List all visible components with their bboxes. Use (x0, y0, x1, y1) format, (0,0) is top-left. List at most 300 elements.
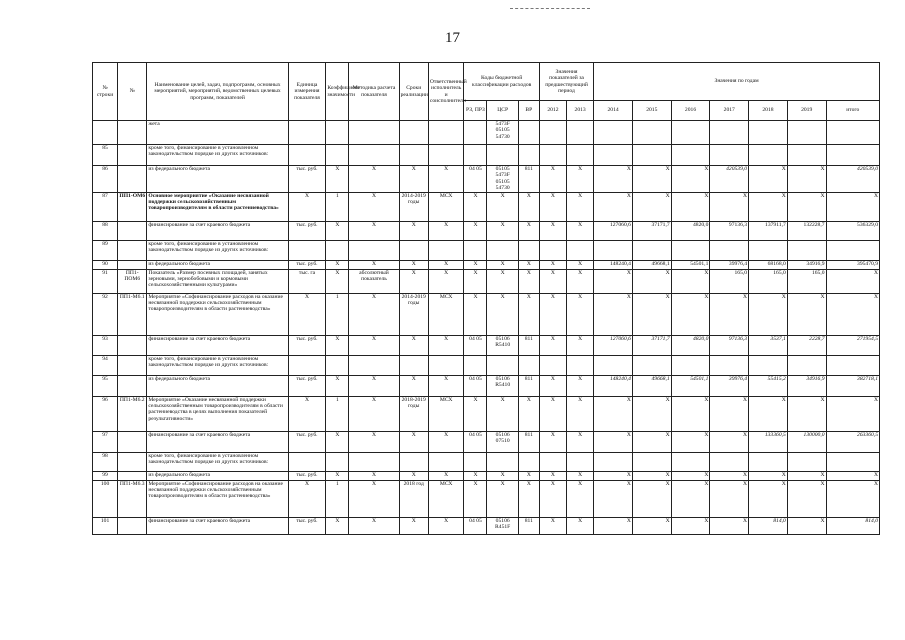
cell-unit (288, 240, 326, 260)
cell-unit (288, 121, 326, 145)
cell-terms: 2018-2019 годы (399, 396, 428, 431)
cell-y2015: 49668,1 (632, 375, 671, 396)
program-table (92, 62, 880, 535)
cell-y2016 (671, 355, 710, 375)
cell-csr: Х (487, 293, 518, 335)
cell-y2013: Х (567, 375, 594, 396)
cell-y2014 (594, 121, 633, 145)
cell-vr: 811 (518, 335, 539, 355)
cell-y2014 (594, 452, 633, 471)
cell-rz: 04 05 (464, 166, 487, 193)
cell-y2018: Х (749, 396, 788, 431)
cell-y2016: Х (671, 431, 710, 452)
cell-coef: 1 (326, 192, 349, 221)
cell-y2012: Х (539, 431, 566, 452)
cell-coef: Х (326, 431, 349, 452)
cell-y2016 (671, 121, 710, 145)
cell-n: 89 (93, 240, 118, 260)
cell-y2017: 165,0 (710, 269, 749, 293)
cell-rz: Х (464, 471, 487, 480)
cell-total (826, 452, 879, 471)
cell-y2015: Х (632, 192, 671, 221)
cell-y2012 (539, 121, 566, 145)
cell-method: Х (349, 480, 399, 517)
header-method: Методика расчета показателя (349, 63, 399, 121)
cell-total (826, 355, 879, 375)
cell-y2014 (594, 240, 633, 260)
cell-name: кроме того, финансирование в установленном законодательством порядке из других источников: (147, 240, 288, 260)
cell-terms: Х (399, 260, 428, 269)
cell-y2019 (787, 240, 826, 260)
cell-y2019: Х (787, 166, 826, 193)
cell-resp: Х (428, 221, 464, 240)
cell-y2018: Х (749, 192, 788, 221)
cell-y2015 (632, 121, 671, 145)
cell-coef (326, 355, 349, 375)
table-row (93, 121, 880, 145)
cell-no: ПП1-М6.1 (118, 293, 147, 335)
cell-total: 263360,5 (826, 431, 879, 452)
cell-vr: Х (518, 471, 539, 480)
table-row (93, 431, 880, 452)
cell-unit (288, 145, 326, 166)
cell-y2016: Х (671, 192, 710, 221)
cell-terms: Х (399, 375, 428, 396)
cell-method: Х (349, 260, 399, 269)
cell-y2019: 34916,9 (787, 375, 826, 396)
table-body (93, 121, 880, 535)
cell-coef: 1 (326, 480, 349, 517)
cell-resp: Х (428, 269, 464, 293)
cell-resp: Х (428, 166, 464, 193)
cell-vr (518, 240, 539, 260)
cell-name: Основное мероприятие «Оказание несвязанной поддержки сельскохозяйственным товаропроизводителям в области растениеводства» (147, 192, 288, 221)
cell-rz: 04 05 (464, 517, 487, 534)
cell-csr: Х (487, 480, 518, 517)
cell-y2019: 130000,0 (787, 431, 826, 452)
cell-y2014: Х (594, 192, 633, 221)
cell-resp: Х (428, 375, 464, 396)
cell-unit: тыс. руб. (288, 335, 326, 355)
cell-y2016 (671, 145, 710, 166)
cell-name: кроме того, финансирование в установленном законодательством порядке из других источников: (147, 452, 288, 471)
cell-terms (399, 452, 428, 471)
cell-y2016: Х (671, 396, 710, 431)
cell-y2012 (539, 355, 566, 375)
cell-y2018: 68168,0 (749, 260, 788, 269)
table-row (93, 221, 880, 240)
cell-y2016 (671, 240, 710, 260)
cell-vr (518, 121, 539, 145)
cell-y2018: Х (749, 166, 788, 193)
cell-y2014: Х (594, 471, 633, 480)
cell-no (118, 355, 147, 375)
cell-y2019: Х (787, 471, 826, 480)
page-number: 17 (445, 30, 460, 46)
cell-n: 101 (93, 517, 118, 534)
cell-vr: Х (518, 192, 539, 221)
cell-unit: тыс. руб. (288, 375, 326, 396)
header-name: Наименование целей, задач, подпрограмм, основных мероприятий, мероприятий, ведомственных целевых программ, показателей (147, 63, 288, 121)
cell-y2015: Х (632, 166, 671, 193)
cell-terms: Х (399, 471, 428, 480)
cell-y2014: 127060,6 (594, 335, 633, 355)
cell-csr: 05106 07510 (487, 431, 518, 452)
cell-y2017: Х (710, 293, 749, 335)
cell-n: 90 (93, 260, 118, 269)
cell-y2019: 132228,7 (787, 221, 826, 240)
cell-y2019: Х (787, 293, 826, 335)
cell-rz (464, 121, 487, 145)
cell-y2019 (787, 452, 826, 471)
cell-y2013: Х (567, 269, 594, 293)
cell-vr: 811 (518, 431, 539, 452)
table-row (93, 145, 880, 166)
cell-y2013: Х (567, 192, 594, 221)
cell-no (118, 471, 147, 480)
cell-unit (288, 355, 326, 375)
cell-no (118, 240, 147, 260)
cell-y2014: Х (594, 166, 633, 193)
cell-y2017: Х (710, 431, 749, 452)
cell-unit: тыс. руб. (288, 471, 326, 480)
cell-y2018: 55415,2 (749, 375, 788, 396)
cell-total: 271954,5 (826, 335, 879, 355)
cell-no (118, 121, 147, 145)
cell-rz: Х (464, 192, 487, 221)
cell-y2013: Х (567, 166, 594, 193)
cell-csr: Х (487, 396, 518, 431)
cell-resp (428, 121, 464, 145)
cell-coef: Х (326, 335, 349, 355)
cell-csr (487, 452, 518, 471)
cell-resp: Х (428, 431, 464, 452)
cell-method: Х (349, 431, 399, 452)
cell-n: 99 (93, 471, 118, 480)
cell-y2013 (567, 452, 594, 471)
cell-method (349, 452, 399, 471)
cell-rz: Х (464, 221, 487, 240)
table-row (93, 166, 880, 193)
cell-rz: Х (464, 396, 487, 431)
cell-no (118, 335, 147, 355)
cell-coef: Х (326, 517, 349, 534)
cell-y2017 (710, 121, 749, 145)
cell-n (93, 121, 118, 145)
cell-y2012 (539, 145, 566, 166)
cell-y2014: 127060,6 (594, 221, 633, 240)
cell-y2017: Х (710, 517, 749, 534)
cell-terms (399, 355, 428, 375)
cell-unit: Х (288, 293, 326, 335)
header-2017: 2017 (710, 101, 749, 121)
cell-n: 97 (93, 431, 118, 452)
cell-coef (326, 145, 349, 166)
cell-vr: Х (518, 396, 539, 431)
cell-name: финансирование за счет краевого бюджета (147, 431, 288, 452)
cell-total (826, 121, 879, 145)
cell-y2014: Х (594, 480, 633, 517)
cell-coef: Х (326, 375, 349, 396)
cell-y2012: Х (539, 396, 566, 431)
cell-y2017 (710, 240, 749, 260)
table-header (93, 63, 880, 121)
cell-y2015: Х (632, 269, 671, 293)
cell-unit: Х (288, 396, 326, 431)
cell-resp: Х (428, 260, 464, 269)
cell-resp: Х (428, 335, 464, 355)
cell-unit: тыс. руб. (288, 517, 326, 534)
cell-y2012: Х (539, 480, 566, 517)
cell-method: Х (349, 517, 399, 534)
cell-y2016: Х (671, 517, 710, 534)
cell-no (118, 145, 147, 166)
cell-vr: Х (518, 269, 539, 293)
header-responsible: Ответственный исполнитель и соисполнители (428, 63, 464, 121)
cell-y2016: Х (671, 293, 710, 335)
cell-y2018: Х (749, 293, 788, 335)
header-vr: ВР (518, 101, 539, 121)
cell-terms: Х (399, 335, 428, 355)
cell-n: 100 (93, 480, 118, 517)
cell-vr: Х (518, 293, 539, 335)
cell-no (118, 375, 147, 396)
cell-n: 85 (93, 145, 118, 166)
cell-y2016 (671, 452, 710, 471)
table-row (93, 260, 880, 269)
cell-y2012: Х (539, 269, 566, 293)
cell-y2014: Х (594, 269, 633, 293)
cell-resp (428, 145, 464, 166)
cell-rz: Х (464, 269, 487, 293)
cell-coef (326, 121, 349, 145)
cell-total: 382718,1 (826, 375, 879, 396)
cell-coef: 1 (326, 293, 349, 335)
cell-y2014 (594, 355, 633, 375)
cell-name: Мероприятие «Софинансирование расходов на оказание несвязанной поддержки сельскохозяйственным товаропроизводителям в области растениеводства» (147, 293, 288, 335)
cell-total: Х (826, 293, 879, 335)
cell-y2016: 4820,0 (671, 335, 710, 355)
cell-total: Х (826, 269, 879, 293)
cell-y2015: Х (632, 471, 671, 480)
cell-unit (288, 452, 326, 471)
table-row (93, 335, 880, 355)
cell-y2015 (632, 145, 671, 166)
cell-name: из федерального бюджета (147, 375, 288, 396)
cell-csr: Х (487, 269, 518, 293)
cell-n: 96 (93, 396, 118, 431)
cell-y2012: Х (539, 335, 566, 355)
cell-coef: 1 (326, 396, 349, 431)
cell-y2014: Х (594, 293, 633, 335)
cell-y2015: Х (632, 517, 671, 534)
scan-mark (510, 8, 590, 9)
table-row (93, 396, 880, 431)
cell-coef: Х (326, 260, 349, 269)
cell-y2013: Х (567, 396, 594, 431)
cell-y2018: 165,0 (749, 269, 788, 293)
cell-y2013: Х (567, 431, 594, 452)
cell-y2012: Х (539, 517, 566, 534)
cell-name: финансирование за счет краевого бюджета (147, 335, 288, 355)
cell-y2018 (749, 121, 788, 145)
cell-rz: 04 05 (464, 431, 487, 452)
cell-rz: 04 05 (464, 335, 487, 355)
cell-n: 87 (93, 192, 118, 221)
cell-method (349, 355, 399, 375)
cell-y2013 (567, 355, 594, 375)
table-row (93, 192, 880, 221)
cell-csr (487, 145, 518, 166)
cell-rz (464, 452, 487, 471)
cell-coef (326, 240, 349, 260)
cell-name: из федерального бюджета (147, 166, 288, 193)
cell-y2015: 37171,7 (632, 335, 671, 355)
cell-y2015: Х (632, 431, 671, 452)
table-row (93, 375, 880, 396)
cell-y2015 (632, 452, 671, 471)
cell-y2017: 420539,0 (710, 166, 749, 193)
cell-rz: Х (464, 480, 487, 517)
cell-rz: Х (464, 293, 487, 335)
cell-vr (518, 452, 539, 471)
cell-vr (518, 145, 539, 166)
cell-csr: 05105 5473F 05105 54730 (487, 166, 518, 193)
cell-total: 814,0 (826, 517, 879, 534)
cell-y2017: Х (710, 396, 749, 431)
cell-vr: 811 (518, 375, 539, 396)
cell-vr: 811 (518, 166, 539, 193)
cell-no (118, 260, 147, 269)
cell-y2019 (787, 121, 826, 145)
cell-n: 93 (93, 335, 118, 355)
header-2018: 2018 (749, 101, 788, 121)
cell-coef: Х (326, 221, 349, 240)
cell-y2014 (594, 145, 633, 166)
cell-total: Х (826, 192, 879, 221)
cell-y2016: 54501,1 (671, 260, 710, 269)
cell-vr: 811 (518, 517, 539, 534)
cell-n: 98 (93, 452, 118, 471)
cell-y2018 (749, 355, 788, 375)
cell-n: 94 (93, 355, 118, 375)
cell-y2013: Х (567, 221, 594, 240)
header-row-no: № строки (93, 63, 118, 121)
cell-y2017: 97136,3 (710, 221, 749, 240)
header-total: итого (826, 101, 879, 121)
cell-y2013: Х (567, 517, 594, 534)
cell-method: Х (349, 375, 399, 396)
table-row (93, 293, 880, 335)
cell-y2015 (632, 240, 671, 260)
cell-coef: Х (326, 269, 349, 293)
cell-csr: Х (487, 260, 518, 269)
table-row (93, 517, 880, 534)
cell-y2012 (539, 452, 566, 471)
table-row (93, 471, 880, 480)
cell-terms: 2018 год (399, 480, 428, 517)
header-budget-codes: Коды бюджетной классификации расходов (464, 63, 539, 101)
header-2012: 2012 (539, 101, 566, 121)
cell-terms: Х (399, 221, 428, 240)
cell-unit: Х (288, 480, 326, 517)
cell-method: абсолютный показатель (349, 269, 399, 293)
cell-rz (464, 145, 487, 166)
cell-y2012 (539, 240, 566, 260)
cell-no (118, 166, 147, 193)
cell-csr: Х (487, 471, 518, 480)
cell-no: ПП1-М6.3 (118, 480, 147, 517)
cell-method: Х (349, 221, 399, 240)
cell-terms (399, 145, 428, 166)
cell-y2019 (787, 145, 826, 166)
cell-terms: Х (399, 431, 428, 452)
cell-n: 88 (93, 221, 118, 240)
cell-name: из федерального бюджета (147, 471, 288, 480)
cell-y2016: 4820,0 (671, 221, 710, 240)
table-row (93, 240, 880, 260)
cell-n: 91 (93, 269, 118, 293)
cell-y2018: Х (749, 471, 788, 480)
cell-vr: Х (518, 480, 539, 517)
cell-y2015: 49668,1 (632, 260, 671, 269)
cell-y2017: Х (710, 471, 749, 480)
cell-resp: МСХ (428, 480, 464, 517)
cell-name: кроме того, финансирование в установленном законодательством порядке из других источников: (147, 145, 288, 166)
cell-y2018: 133360,5 (749, 431, 788, 452)
cell-csr: 05106 R451F (487, 517, 518, 534)
cell-y2013 (567, 240, 594, 260)
cell-y2016: Х (671, 166, 710, 193)
cell-y2019: Х (787, 396, 826, 431)
cell-y2015: Х (632, 396, 671, 431)
header-2014: 2014 (594, 101, 633, 121)
header-2019: 2019 (787, 101, 826, 121)
cell-y2018: 3537,1 (749, 335, 788, 355)
cell-y2014: 148240,4 (594, 375, 633, 396)
cell-method: Х (349, 293, 399, 335)
cell-y2017 (710, 452, 749, 471)
cell-rz: Х (464, 260, 487, 269)
cell-y2013 (567, 145, 594, 166)
cell-y2014: Х (594, 431, 633, 452)
cell-method: Х (349, 471, 399, 480)
cell-y2013: Х (567, 480, 594, 517)
table-row (93, 452, 880, 471)
cell-rz (464, 240, 487, 260)
cell-y2018 (749, 240, 788, 260)
cell-n: 86 (93, 166, 118, 193)
header-prev-period: Значения показателей за предшествующий период (539, 63, 593, 101)
cell-csr (487, 240, 518, 260)
cell-y2016: 54501,1 (671, 375, 710, 396)
table-row (93, 480, 880, 517)
cell-terms: 2014-2019 годы (399, 293, 428, 335)
cell-y2012: Х (539, 221, 566, 240)
table-row (93, 355, 880, 375)
cell-y2013: Х (567, 293, 594, 335)
cell-terms: Х (399, 517, 428, 534)
cell-terms: 2014-2019 годы (399, 192, 428, 221)
table-row (93, 269, 880, 293)
cell-y2017: 39976,4 (710, 375, 749, 396)
cell-total: 395470,9 (826, 260, 879, 269)
cell-y2017: 39976,4 (710, 260, 749, 269)
cell-name: финансирование за счет краевого бюджета (147, 221, 288, 240)
cell-y2019: Х (787, 192, 826, 221)
cell-method (349, 145, 399, 166)
header-2016: 2016 (671, 101, 710, 121)
